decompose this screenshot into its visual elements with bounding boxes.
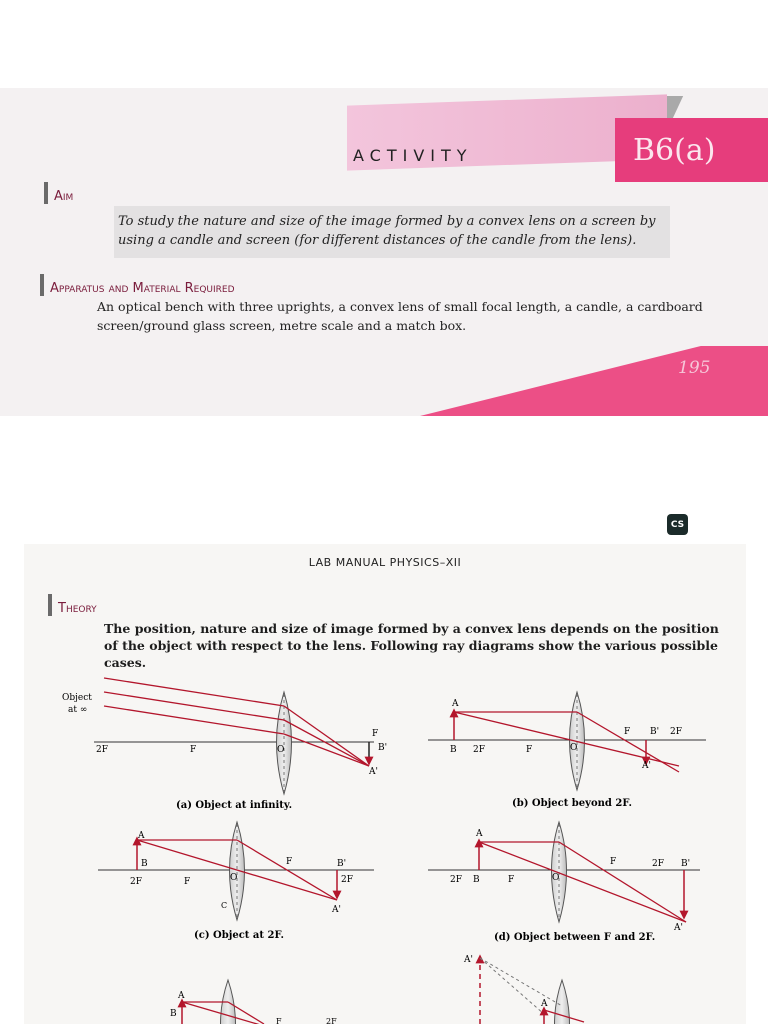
page-number: 195 [678, 358, 711, 378]
apparatus-text: An optical bench with three uprights, a convex lens of small focal length, a candle, a cardboard screen/ground glass screen, metre scale and a match box. [97, 299, 703, 333]
label-a: A [541, 999, 548, 1009]
page-top-section [0, 88, 768, 416]
label-f-right: F [610, 857, 617, 867]
label-a-prime: A' [332, 905, 341, 915]
label-f-right: F [372, 729, 379, 739]
apparatus-heading [40, 274, 235, 296]
page-corner-strip [420, 346, 768, 416]
virtual-ray [480, 958, 544, 1014]
aim-text: To study the nature and size of the image formed by a convex lens on a screen by using a candle and screen (for different distances of the candle from the lens). [114, 206, 670, 258]
label-2f: 2F [96, 745, 108, 755]
label-o: O [277, 745, 285, 755]
diagram-c [98, 822, 374, 941]
label-2f: 2F [473, 745, 485, 755]
label-b: B [170, 1009, 177, 1019]
label-a: A [452, 699, 459, 709]
virtual-ray [480, 958, 562, 1006]
label-b-prime: B' [337, 859, 347, 869]
label-b-prime: B' [681, 859, 691, 869]
caption-b: (b) Object beyond 2F. [512, 798, 632, 809]
label-f-right: F [624, 727, 631, 737]
aim-heading [44, 182, 73, 204]
diagram-f [463, 955, 584, 1024]
label-2f: 2F [450, 875, 462, 885]
label-b-prime: B' [378, 743, 388, 753]
label-object-2: at ∞ [68, 705, 88, 715]
label-2f: 2F [130, 877, 142, 887]
aim-heading-text: Aim [54, 189, 74, 204]
label-b: B [473, 875, 480, 885]
ray-diagrams [24, 544, 746, 1024]
heading-bar [40, 274, 44, 296]
activity-code: B6(a) [633, 132, 716, 168]
label-2f: 2F [326, 1017, 337, 1024]
label-f: F [508, 875, 515, 885]
label-2f-right: 2F [341, 875, 353, 885]
heading-bar [44, 182, 48, 204]
ray [284, 706, 369, 766]
label-a-prime: A' [464, 955, 473, 965]
label-b-prime: B' [650, 727, 660, 737]
caption-c: (c) Object at 2F. [194, 930, 285, 941]
label-object: Object [62, 693, 92, 703]
ray [284, 734, 369, 766]
label-f: F [190, 745, 197, 755]
label-a-prime: A' [642, 761, 651, 771]
label-a: A [476, 829, 483, 839]
ray [104, 678, 284, 706]
label-2f-right: 2F [652, 859, 664, 869]
ray [284, 720, 369, 766]
page-bottom-section [24, 544, 746, 1024]
ray [577, 712, 679, 772]
label-o: O [570, 743, 578, 753]
label-c: C [221, 901, 228, 910]
label-2f-right: 2F [670, 727, 682, 737]
running-head: LAB MANUAL PHYSICS–XII [308, 556, 462, 569]
diagram-e [170, 980, 337, 1024]
label-a-prime: A' [369, 767, 378, 777]
label-b: B [141, 859, 148, 869]
activity-label: ACTIVITY [353, 146, 473, 165]
label-b: B [450, 745, 457, 755]
label-f-right: F [286, 857, 293, 867]
apparatus-heading-text: Apparatus and Material Required [50, 281, 235, 296]
label-o: O [230, 873, 238, 883]
label-f: F [526, 745, 533, 755]
caption-a: (a) Object at infinity. [176, 800, 293, 811]
theory-heading-text: Theory [58, 601, 97, 616]
label-f: F [184, 877, 191, 887]
scanner-badge-icon[interactable]: CS [667, 514, 688, 535]
diagram-d [428, 822, 700, 943]
theory-text: The position, nature and size of image formed by a convex lens depends on the position of the object with respect to the lens. Following ray diagrams show the various possible cases. [104, 621, 719, 670]
label-a-prime: A' [674, 923, 683, 933]
label-f: F [276, 1017, 282, 1024]
diagram-a [62, 678, 387, 811]
label-a: A [138, 831, 145, 841]
label-a: A [178, 991, 185, 1001]
label-o: O [552, 873, 560, 883]
ray [104, 706, 284, 734]
ray [559, 842, 686, 922]
activity-code-badge [615, 118, 768, 182]
ray [104, 692, 284, 720]
diagram-b [428, 692, 706, 809]
caption-d: (d) Object between F and 2F. [494, 932, 656, 943]
